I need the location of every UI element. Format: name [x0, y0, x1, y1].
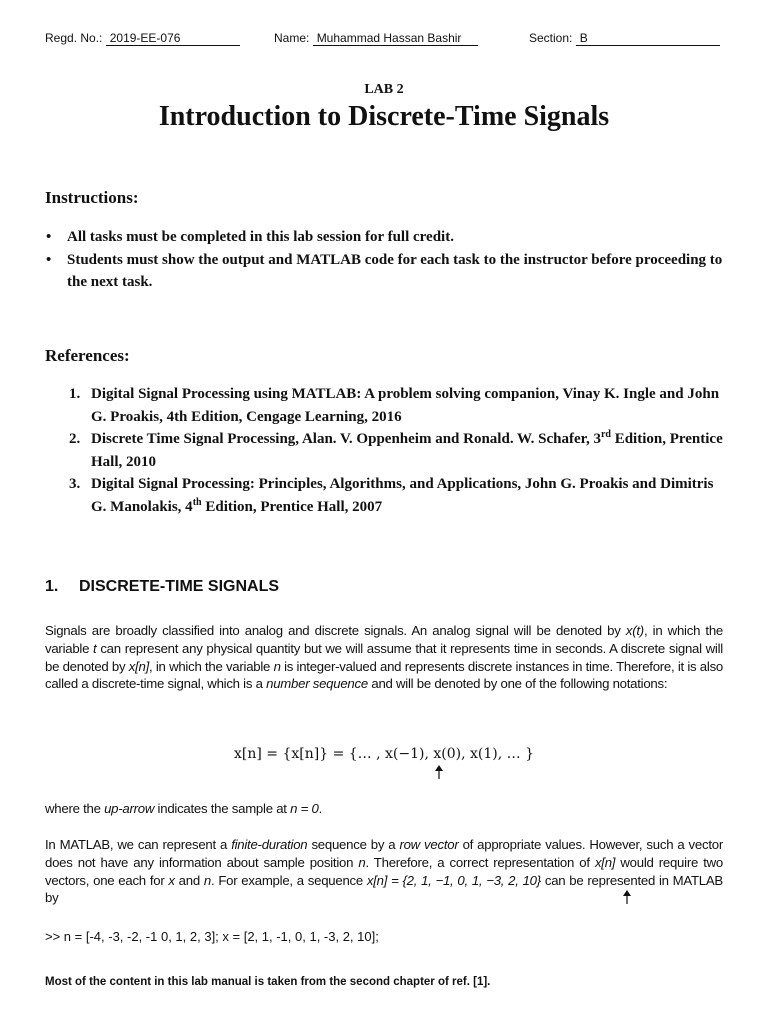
lab-number: LAB 2 [364, 82, 404, 97]
list-item: 3. Digital Signal Processing: Principles, Algorithms, and Applications, John G. Proakis and Dimitris G. Manolakis, 4th Edition, Prentice Hall, 2007 [69, 476, 714, 515]
sequence-equation: x[n] = {x[n]} = {… , x(−1), x(0), x(1), … } [234, 746, 534, 762]
instructions-list [45, 226, 725, 294]
list-item: 1. Digital Signal Processing using MATLAB: A problem solving companion, Vinay K. Ingle and John G. Proakis, 4th Edition, Cengage Learning, 2016 [69, 386, 720, 425]
section-value: B [576, 31, 720, 46]
bullet-icon: • [46, 251, 52, 268]
section-heading: 1. DISCRETE-TIME SIGNALS [45, 578, 280, 595]
section-label: Section: [529, 31, 573, 45]
instructions-heading: Instructions: [45, 188, 139, 207]
footnote: Most of the content in this lab manual is taken from the second chapter of ref. [1]. [45, 976, 491, 988]
paragraph-matlab: In MATLAB, we can represent a finite-duration sequence by a row vector of appropriate values. However, such a vector does not have any information about sample position n. Therefore, a correct representation of x[n] would require two vectors, one each for x and n. For example, a sequence x[n] = {2, 1, −1, 0, 1, −3, 2, 10} can be represented in MATLAB by [45, 837, 723, 906]
bullet-icon: • [46, 229, 52, 245]
name-field [274, 31, 478, 46]
list-item: • Students must show the output and MATLAB code for each task to the instructor before proceeding to the next task. [45, 249, 725, 294]
up-arrow-icon [434, 765, 444, 784]
regd-field [45, 31, 240, 46]
list-item: • All tasks must be completed in this lab session for full credit. [45, 226, 725, 249]
regd-label: Regd. No.: [45, 31, 103, 45]
list-item: 2. Discrete Time Signal Processing, Alan. V. Oppenheim and Ronald. W. Schafer, 3rd Edition, Prentice Hall, 2010 [69, 429, 723, 470]
regd-value: 2019-EE-076 [106, 31, 240, 46]
name-value: Muhammad Hassan Bashir [313, 31, 478, 46]
paragraph-arrow: where the up-arrow indicates the sample at n = 0. [45, 801, 322, 816]
section-field [529, 31, 720, 46]
references-list [45, 383, 725, 518]
name-label: Name: [274, 31, 310, 45]
up-arrow-icon [622, 890, 632, 909]
paragraph-intro: Signals are broadly classified into analog and discrete signals. An analog signal will be denoted by x(t), in which the variable t can represent any physical quantity but we will assume that it represents time in seconds. A discrete signal will be denoted by x[n], in which the variable n is integer-valued and represents discrete instances in time. Therefore, it is also called a discrete-time signal, which is a number sequence and will be denoted by one of the following notations: [45, 623, 724, 692]
page-title: Introduction to Discrete-Time Signals [158, 101, 610, 132]
matlab-code: >> n = [-4, -3, -2, -1 0, 1, 2, 3]; x = [2, 1, -1, 0, 1, -3, 2, 10]; [45, 929, 379, 944]
references-heading: References: [45, 346, 130, 365]
